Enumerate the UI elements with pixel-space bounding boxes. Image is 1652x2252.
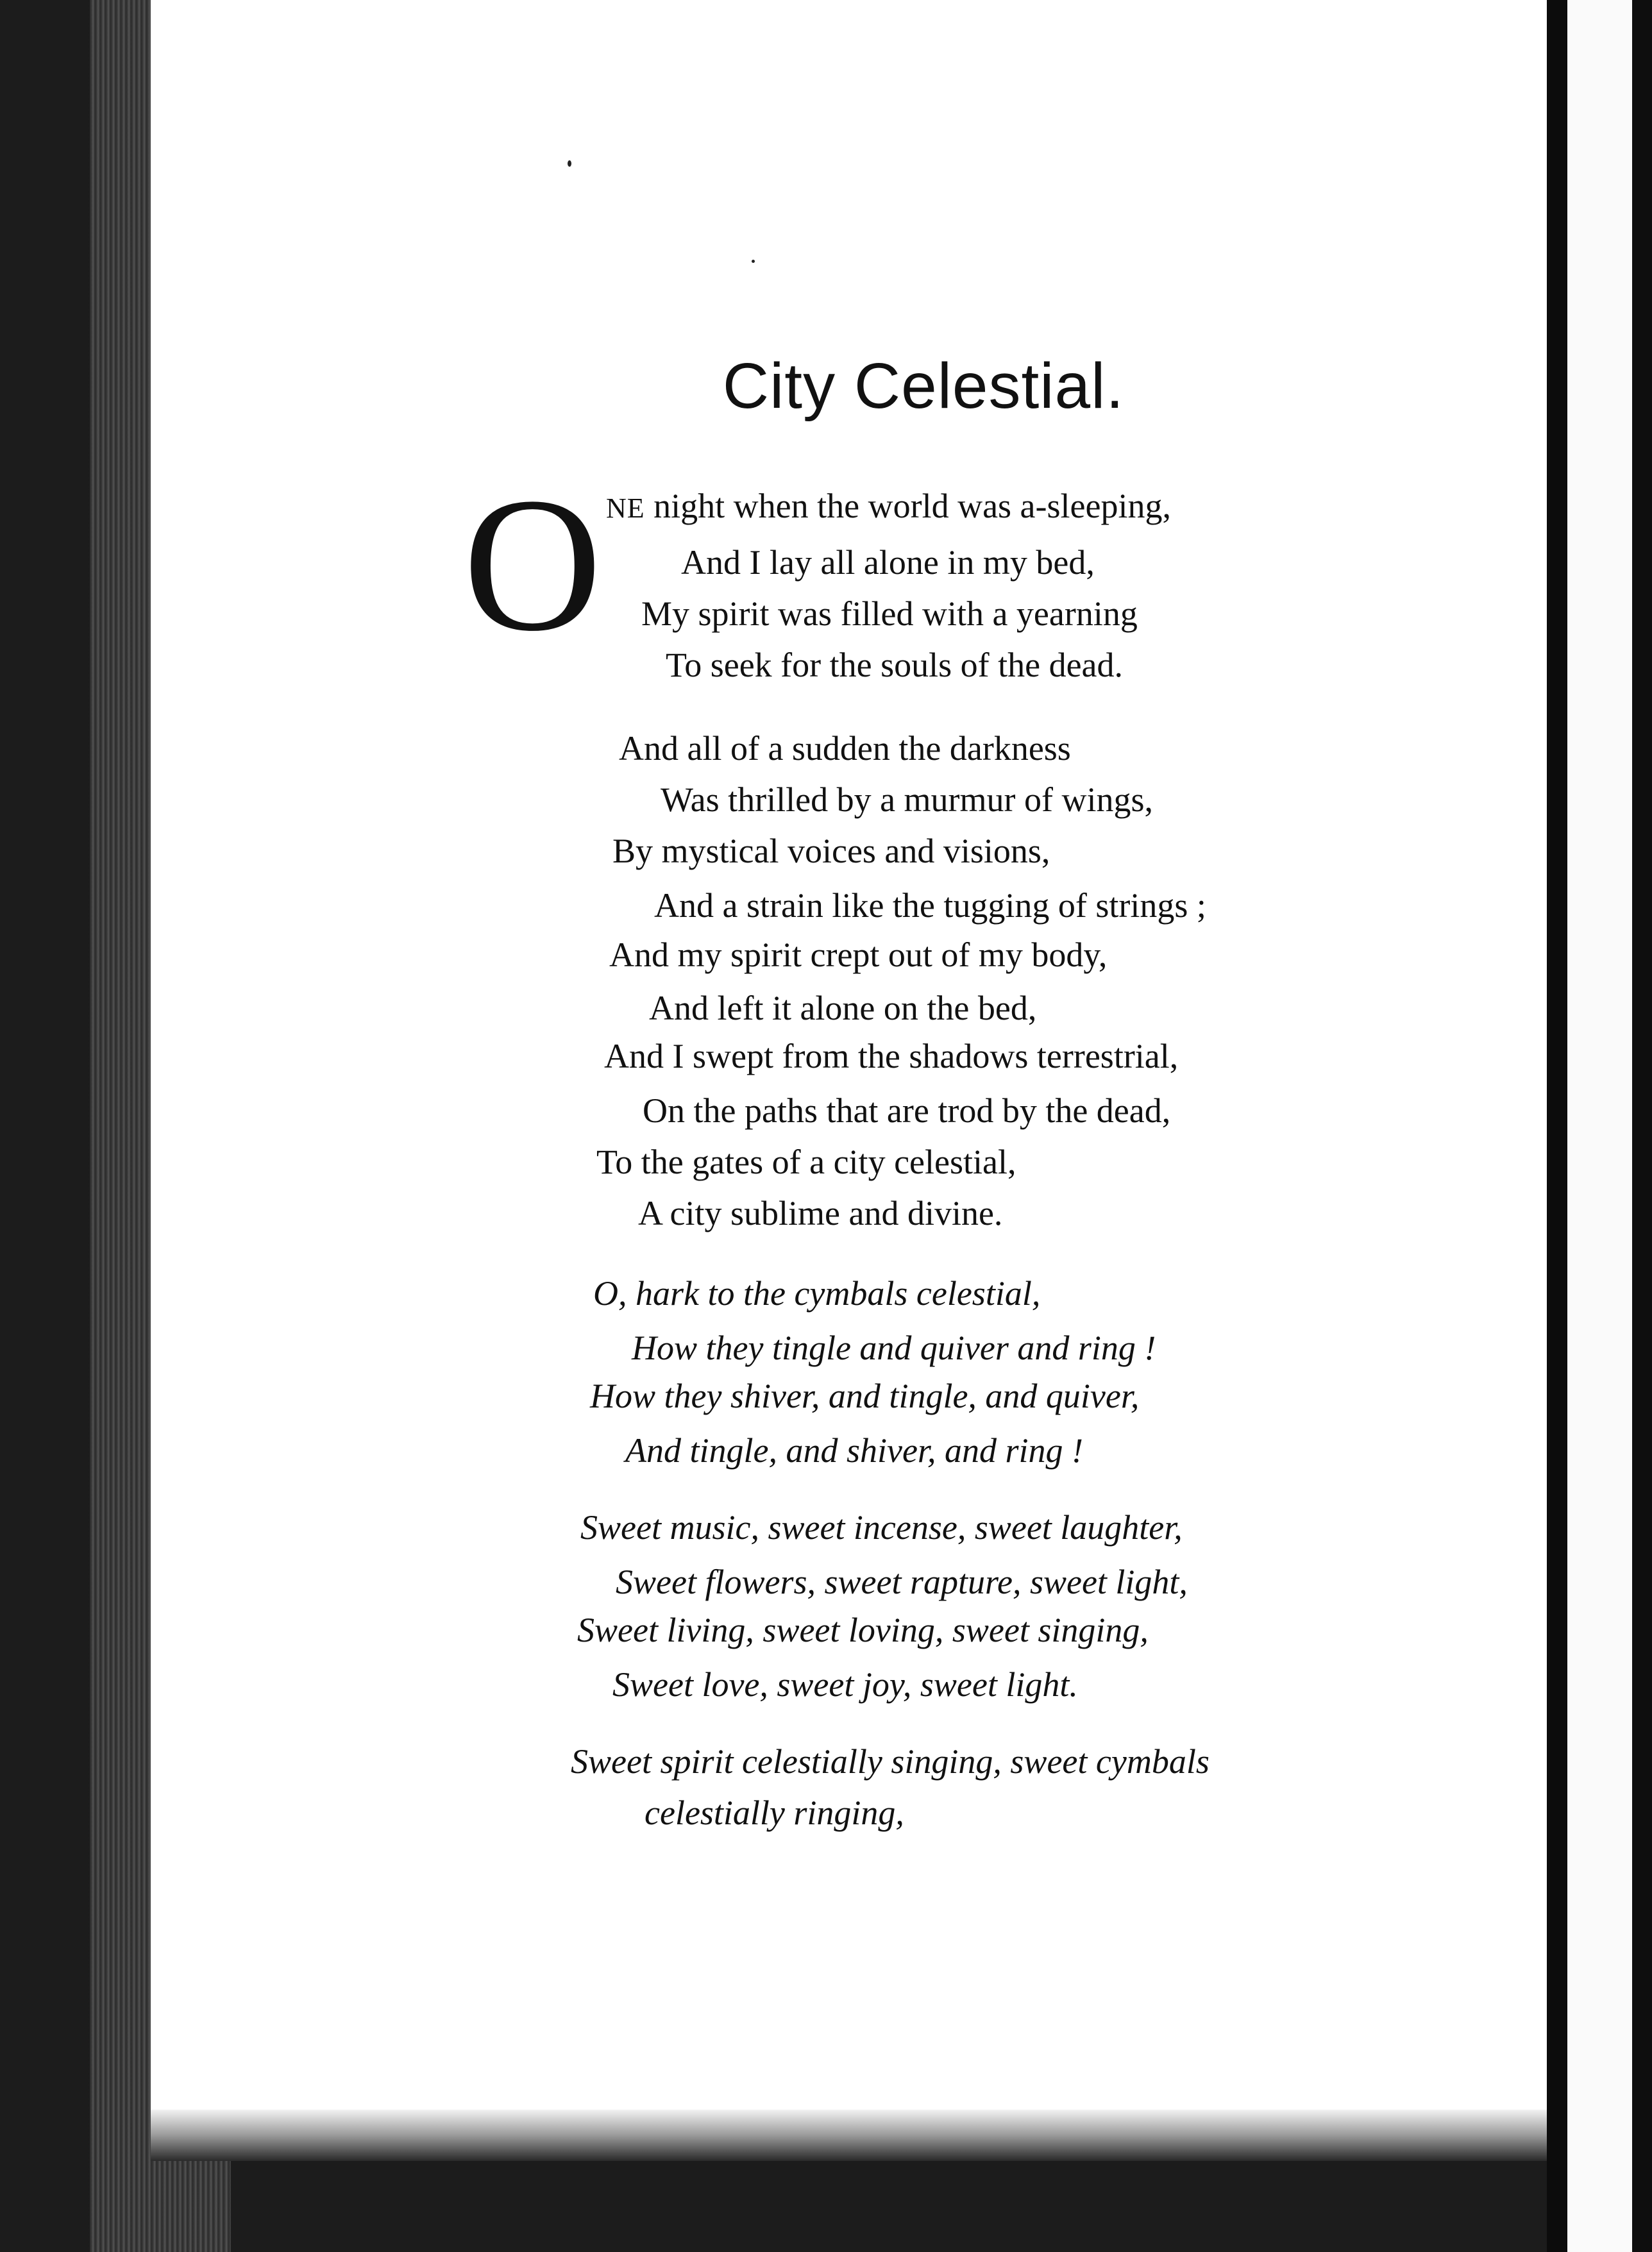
facing-page-edge bbox=[1632, 0, 1652, 2252]
first-line-text: night when the world was a-sleeping, bbox=[645, 487, 1171, 525]
poem-line: And a strain like the tugging of strings ; bbox=[654, 886, 1206, 925]
poem-line: To the gates of a city celestial, bbox=[596, 1143, 1016, 1181]
poem-line: How they shiver, and tingle, and quiver, bbox=[590, 1377, 1140, 1415]
poem-line: Sweet love, sweet joy, sweet light. bbox=[612, 1665, 1078, 1704]
poem-line: Was thrilled by a murmur of wings, bbox=[661, 780, 1154, 819]
drop-cap: O bbox=[463, 458, 602, 671]
poem-line: Sweet music, sweet incense, sweet laughter, bbox=[580, 1508, 1183, 1547]
poem-line: Sweet flowers, sweet rapture, sweet light, bbox=[616, 1563, 1188, 1601]
poem-line: And left it alone on the bed, bbox=[649, 989, 1037, 1027]
poem-line: To seek for the souls of the dead. bbox=[666, 646, 1124, 684]
poem-title: City Celestial. bbox=[722, 350, 1125, 422]
ink-speck bbox=[752, 260, 755, 263]
ink-speck bbox=[568, 160, 571, 167]
poem-line: By mystical voices and visions, bbox=[612, 832, 1050, 870]
poem-line: And all of a sudden the darkness bbox=[619, 729, 1071, 768]
poem-line: And my spirit crept out of my body, bbox=[609, 936, 1108, 974]
gutter-shadow bbox=[1547, 0, 1567, 2252]
poem-line: A city sublime and divine. bbox=[638, 1194, 1003, 1232]
poem-line: And I lay all alone in my bed, bbox=[681, 543, 1095, 582]
poem-line: How they tingle and quiver and ring ! bbox=[632, 1329, 1156, 1367]
poem-line: And tingle, and shiver, and ring ! bbox=[625, 1431, 1083, 1470]
poem-line: On the paths that are trod by the dead, bbox=[643, 1091, 1171, 1130]
poem-first-line bbox=[606, 489, 1171, 523]
poem-line: Sweet spirit celestially singing, sweet cymbals bbox=[571, 1742, 1210, 1781]
poem-line: celestially ringing, bbox=[645, 1794, 904, 1832]
first-word-small-caps: NE bbox=[606, 492, 645, 524]
page-bottom-edge bbox=[151, 2110, 1574, 2161]
poem-line: Sweet living, sweet loving, sweet singing, bbox=[577, 1611, 1149, 1649]
poem-line: And I swept from the shadows terrestrial, bbox=[604, 1037, 1179, 1075]
poem-line: O, hark to the cymbals celestial, bbox=[593, 1274, 1041, 1313]
poem-line: My spirit was filled with a yearning bbox=[641, 594, 1138, 633]
